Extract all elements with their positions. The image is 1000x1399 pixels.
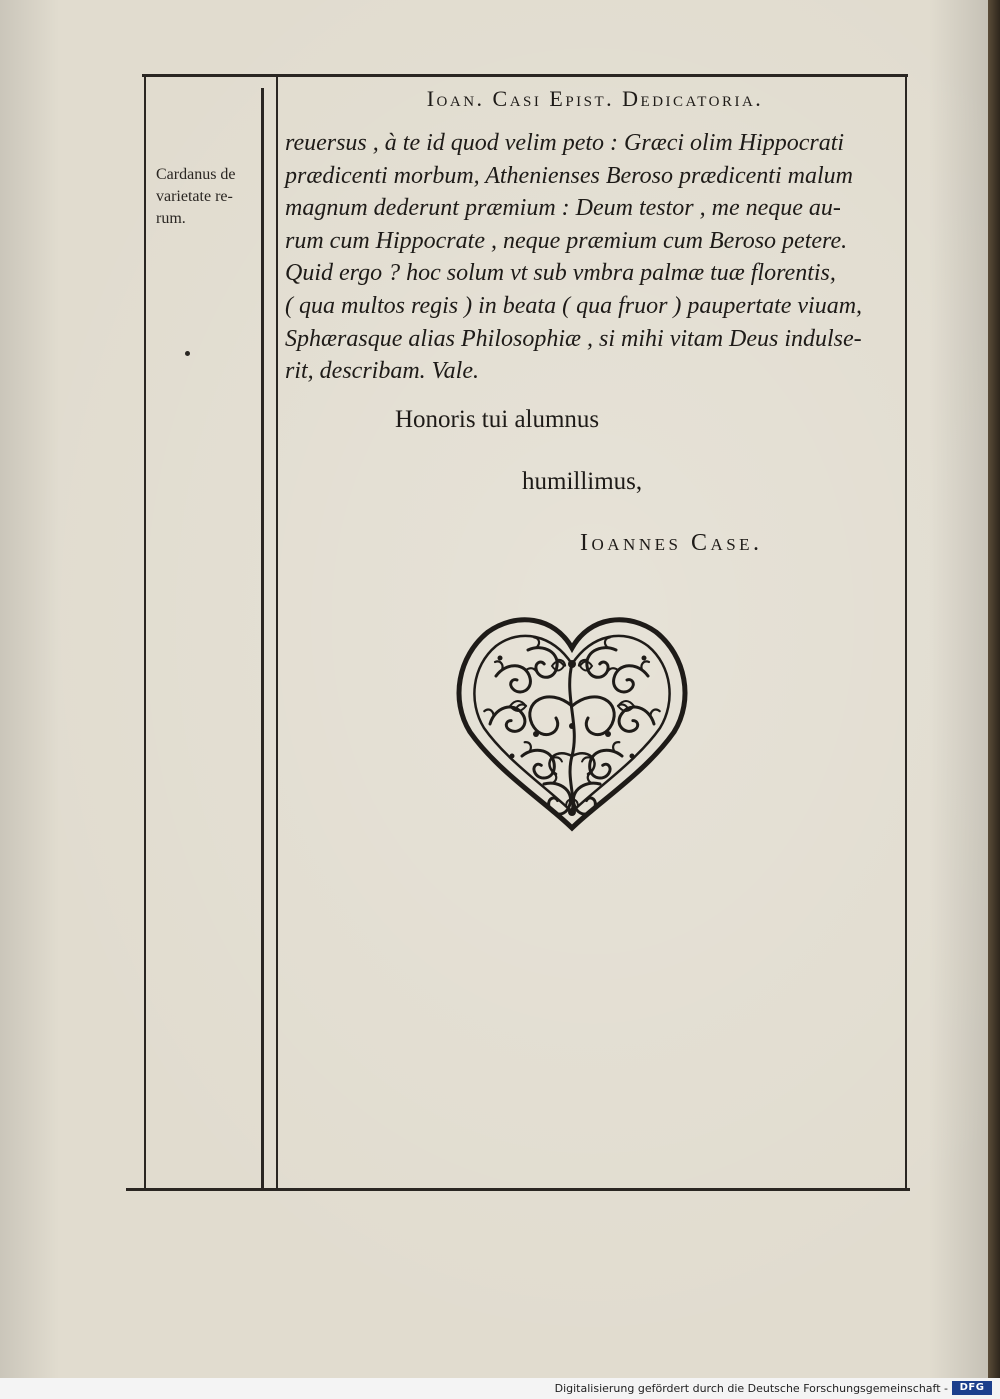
body-line: reuersus , à te id quod velim peto : Græci olim Hippocrati [285,130,845,156]
body-line: Quid ergo ? hoc solum vt sub vmbra palmæ tuæ florentis, [285,260,836,287]
frame-top-rule [142,74,908,77]
dfg-logo: DFG [952,1381,992,1395]
digitization-credit: Digitalisierung gefördert durch die Deutsche Forschungsgemeinschaft - [554,1382,948,1395]
body-line: Sphærasque alias Philosophiæ , si mihi vitam Deus indulse- [285,325,862,352]
body-line: ( qua multos regis ) in beata ( qua fruor ) paupertate viuam, [285,292,863,319]
frame-outer-rule [144,76,146,1189]
frame-bottom-rule [126,1188,910,1191]
heart-fleuron-ornament-icon [452,606,692,838]
body-line: prædicenti morbum, Athenienses Beroso prædicenti malum [285,162,853,189]
margin-note-line: varietate re- [156,188,233,205]
margin-note [156,164,264,230]
closing-line-2: humillimus, [522,468,643,495]
body-text [285,127,903,388]
frame-inner-rule [276,76,278,1189]
margin-note-line: rum. [156,210,186,227]
running-head: Ioan. Casi Epist. Dedicatoria. [426,86,764,111]
book-edge [988,0,1000,1378]
margin-note-line: Cardanus de [156,166,236,183]
body-line: rum cum Hippocrate , neque præmium cum Beroso petere. [285,227,848,254]
body-line: magnum dederunt præmium : Deum testor , me neque au- [285,195,841,222]
closing-line-1: Honoris tui alumnus [395,406,600,433]
signature: Ioannes Case. [580,530,763,556]
margin-dot [185,351,190,356]
margin-rule [261,88,264,1188]
frame-right-rule [905,76,907,1189]
body-line: rit, describam. Vale. [285,358,479,385]
